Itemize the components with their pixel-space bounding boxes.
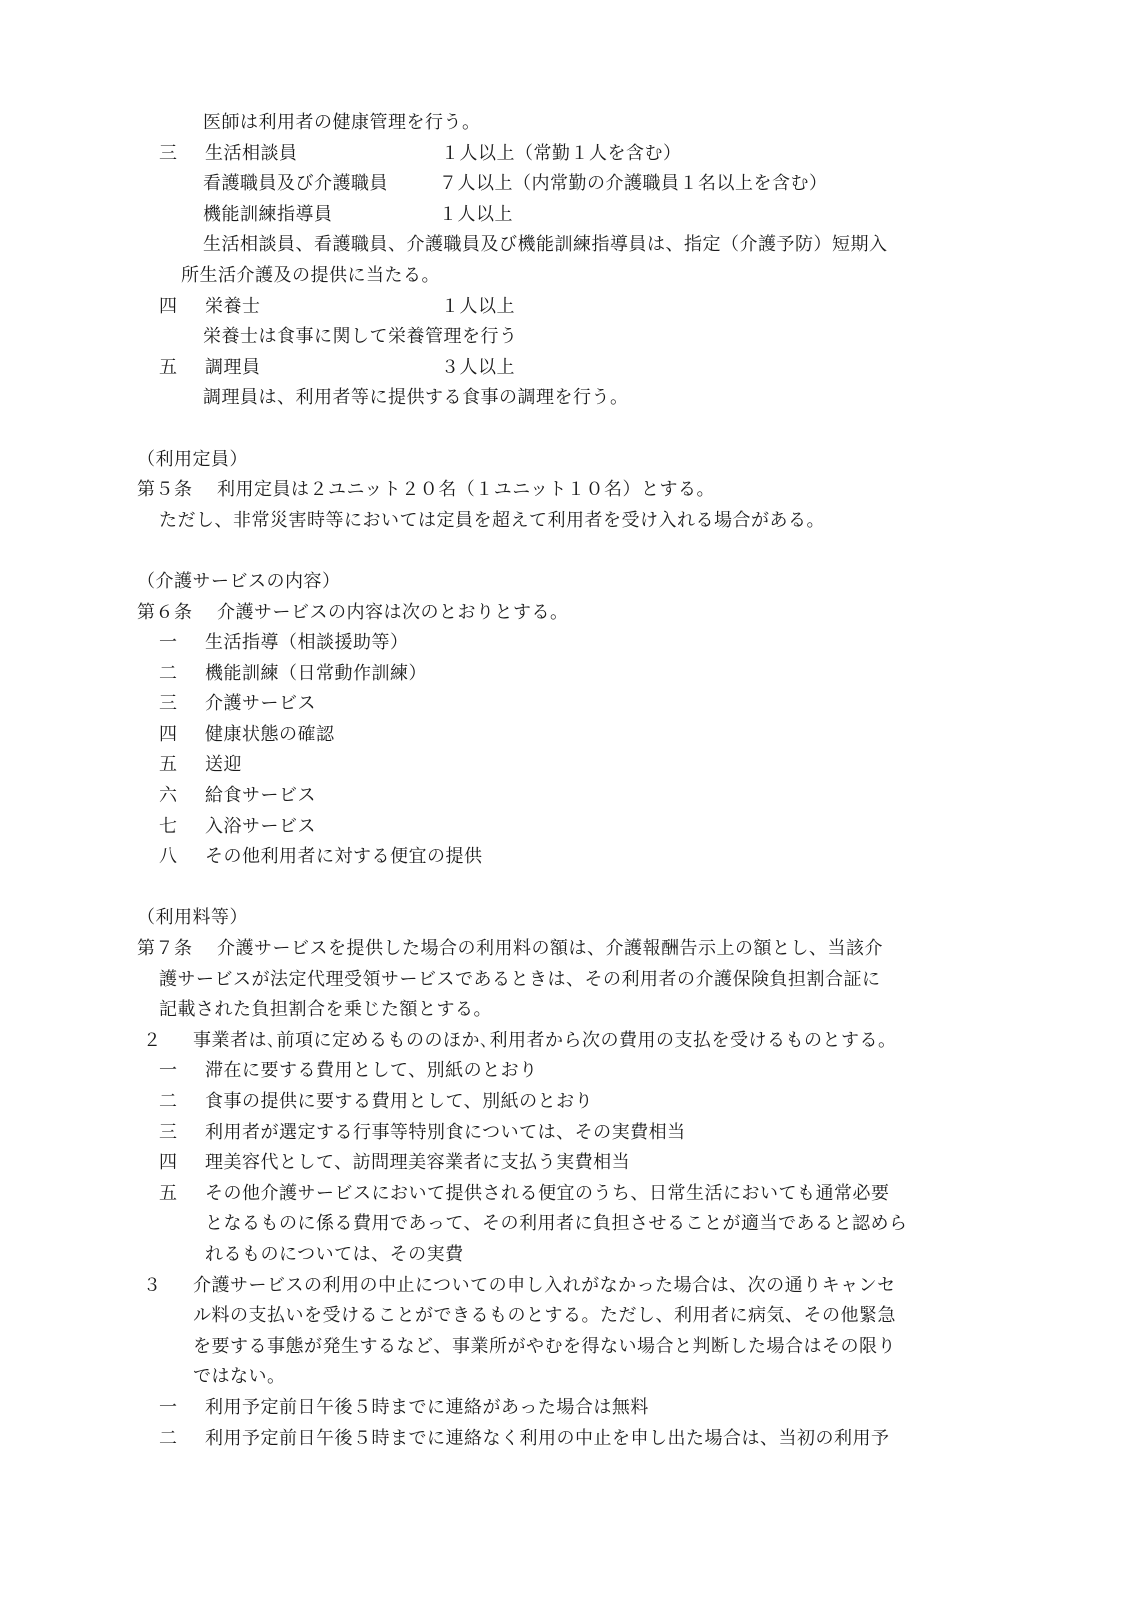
paragraph-number: ３ bbox=[143, 1274, 162, 1296]
item-number: 一 bbox=[159, 1396, 178, 1418]
staff-item-3c bbox=[137, 200, 1011, 231]
article-5-proviso: ただし、非常災害時等においては定員を超えて利用者を受け入れる場合がある。 bbox=[159, 509, 825, 531]
article-7-heading: （利用料等） bbox=[137, 907, 248, 929]
staff-item-3 bbox=[137, 139, 1011, 170]
list-item bbox=[137, 842, 1011, 873]
staff-count: ３人以上 bbox=[441, 356, 515, 378]
item-number: 一 bbox=[159, 1060, 178, 1082]
article-5 bbox=[137, 475, 1011, 506]
list-item bbox=[137, 812, 1011, 843]
paragraph-2 bbox=[137, 1026, 1011, 1057]
doctor-note: 医師は利用者の健康管理を行う。 bbox=[203, 112, 481, 133]
article-text: 介護サービスを提供した場合の利用料の額は、介護報酬告示上の額とし、当該介 bbox=[217, 938, 883, 960]
staff-count: １人以上 bbox=[439, 203, 513, 225]
list-item bbox=[137, 689, 1011, 720]
list-item bbox=[137, 1393, 1011, 1424]
list-item bbox=[137, 1118, 1011, 1149]
paragraph-3-cont: を要する事態が発生するなど、事業所がやむを得ない場合と判断した場合はその限り bbox=[193, 1335, 896, 1357]
staff-role: 機能訓練指導員 bbox=[203, 203, 333, 225]
article-7-cont: 護サービスが法定代理受領サービスであるときは、その利用者の介護保険負担割合証に bbox=[159, 968, 881, 990]
paragraph-text: 介護サービスの利用の中止についての申し入れがなかった場合は、次の通りキャンセ bbox=[193, 1274, 896, 1296]
article-text: 利用定員は２ユニット２０名（１ユニット１０名）とする。 bbox=[217, 479, 716, 501]
paragraph-3-cont: ル料の支払いを受けることができるものとする。ただし、利用者に病気、その他緊急 bbox=[193, 1305, 896, 1327]
staff-item-4-note: 栄養士は食事に関して栄養管理を行う bbox=[203, 326, 518, 348]
item-number: 二 bbox=[159, 662, 178, 684]
staff-role: 看護職員及び介護職員 bbox=[203, 173, 388, 195]
item-number: 三 bbox=[159, 693, 178, 715]
list-item-cont: となるものに係る費用であって、その利用者に負担させることが適当であると認めら bbox=[205, 1213, 908, 1235]
article-text: 介護サービスの内容は次のとおりとする。 bbox=[217, 601, 569, 623]
article-7 bbox=[137, 934, 1011, 965]
item-number: 二 bbox=[159, 1427, 178, 1449]
item-text: その他利用者に対する便宜の提供 bbox=[205, 846, 483, 868]
list-item bbox=[137, 1179, 1011, 1210]
item-text: 理美容代として、訪問理美容業者に支払う実費相当 bbox=[205, 1152, 631, 1174]
article-6-heading: （介護サービスの内容） bbox=[137, 570, 341, 592]
staff-item-3-note: 生活相談員、看護職員、介護職員及び機能訓練指導員は、指定（介護予防）短期入 bbox=[203, 234, 888, 256]
item-number: 七 bbox=[159, 815, 178, 837]
staff-count: ７人以上（内常勤の介護職員１名以上を含む） bbox=[439, 173, 828, 195]
list-item bbox=[137, 720, 1011, 751]
paragraph-text: 事業者は､前項に定めるもののほか､利用者から次の費用の支払を受けるものとする。 bbox=[193, 1029, 897, 1051]
item-text: 介護サービス bbox=[205, 693, 316, 715]
item-text: 給食サービス bbox=[205, 785, 316, 807]
list-item bbox=[137, 1087, 1011, 1118]
item-number: 四 bbox=[159, 723, 178, 745]
paragraph-number: ２ bbox=[143, 1029, 162, 1051]
staff-role: 生活相談員 bbox=[205, 142, 298, 164]
item-number: 八 bbox=[159, 846, 178, 868]
article-6 bbox=[137, 598, 1011, 629]
item-number: 五 bbox=[159, 356, 178, 378]
staff-role: 栄養士 bbox=[205, 295, 261, 317]
item-text: 機能訓練（日常動作訓練） bbox=[205, 662, 427, 684]
list-item bbox=[137, 750, 1011, 781]
list-item-cont: れるものについては、その実費 bbox=[205, 1243, 464, 1265]
staff-role: 調理員 bbox=[205, 356, 261, 378]
item-number: 五 bbox=[159, 1182, 178, 1204]
staff-item-5-note: 調理員は、利用者等に提供する食事の調理を行う。 bbox=[203, 387, 629, 409]
article-5-heading: （利用定員） bbox=[137, 448, 248, 470]
item-text: 滞在に要する費用として、別紙のとおり bbox=[205, 1060, 538, 1082]
staff-count: １人以上（常勤１人を含む） bbox=[441, 142, 682, 164]
article-7-cont: 記載された負担割合を乗じた額とする。 bbox=[159, 999, 492, 1021]
item-text: 利用予定前日午後５時までに連絡があった場合は無料 bbox=[205, 1396, 649, 1418]
staff-item-3b bbox=[137, 169, 1011, 200]
item-number: 四 bbox=[159, 1152, 178, 1174]
list-item bbox=[137, 1148, 1011, 1179]
item-text: 利用予定前日午後５時までに連絡なく利用の中止を申し出た場合は、当初の利用予 bbox=[205, 1427, 890, 1449]
list-item bbox=[137, 1424, 1011, 1455]
item-number: 五 bbox=[159, 754, 178, 776]
paragraph-3-cont: ではない。 bbox=[193, 1366, 286, 1388]
item-number: 三 bbox=[159, 1121, 178, 1143]
staff-item-5 bbox=[137, 353, 1011, 384]
item-text: その他介護サービスにおいて提供される便宜のうち、日常生活においても通常必要 bbox=[205, 1182, 890, 1204]
item-number: 二 bbox=[159, 1091, 178, 1112]
item-text: 健康状態の確認 bbox=[205, 723, 335, 745]
article-number: 第６条 bbox=[137, 601, 193, 623]
staff-item-3-note-cont: 所生活介護及の提供に当たる。 bbox=[181, 264, 440, 286]
item-text: 利用者が選定する行事等特別食については、その実費相当 bbox=[205, 1121, 686, 1143]
staff-count: １人以上 bbox=[441, 295, 515, 317]
item-text: 生活指導（相談援助等） bbox=[205, 632, 409, 654]
list-item bbox=[137, 628, 1011, 659]
item-number: 四 bbox=[159, 295, 178, 317]
item-number: 三 bbox=[159, 142, 178, 164]
article-number: 第７条 bbox=[137, 938, 193, 960]
article-number: 第５条 bbox=[137, 479, 193, 501]
item-text: 食事の提供に要する費用として、別紙のとおり bbox=[205, 1091, 594, 1112]
list-item bbox=[137, 781, 1011, 812]
list-item bbox=[137, 1056, 1011, 1087]
item-text: 送迎 bbox=[205, 754, 242, 776]
item-number: 六 bbox=[159, 785, 178, 807]
paragraph-3 bbox=[137, 1271, 1011, 1302]
staff-item-4 bbox=[137, 292, 1011, 323]
list-item bbox=[137, 659, 1011, 690]
item-number: 一 bbox=[159, 632, 178, 654]
item-text: 入浴サービス bbox=[205, 815, 316, 837]
